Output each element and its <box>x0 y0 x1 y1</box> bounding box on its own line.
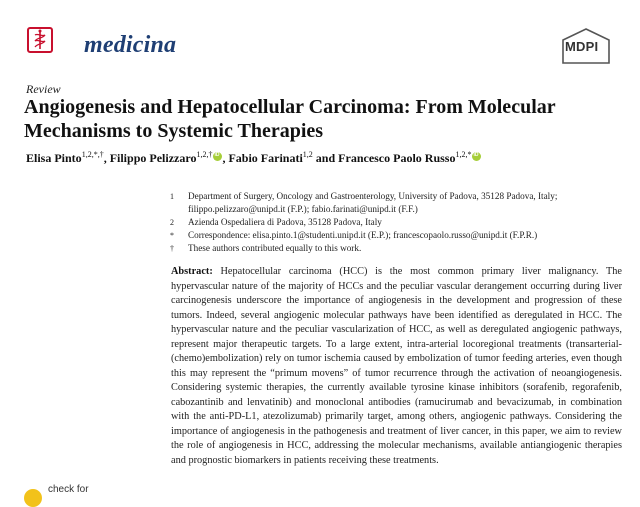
author-name[interactable]: Fabio Farinati <box>228 151 303 165</box>
author-separator: and <box>312 151 339 165</box>
affiliation-item <box>170 190 630 216</box>
affiliation-text: These authors contributed equally to this work. <box>188 243 362 253</box>
affiliation-mark: 1 <box>170 192 174 201</box>
affiliation-mark: * <box>170 231 174 240</box>
mdpi-logo-icon <box>562 28 610 64</box>
affiliation-item <box>170 229 630 242</box>
journal-name: medicina <box>84 32 177 58</box>
article-type: Review <box>26 82 61 96</box>
author-name[interactable]: Francesco Paolo Russo <box>338 151 456 165</box>
author-separator: , <box>222 151 229 165</box>
check-updates-label: check for <box>48 484 89 495</box>
author-list <box>26 150 626 166</box>
journal-logo-icon <box>26 26 54 54</box>
affiliation-mark: † <box>170 244 174 253</box>
affiliation-item <box>170 242 630 255</box>
abstract <box>171 265 622 468</box>
journal-header <box>24 18 624 68</box>
article-title: Angiogenesis and Hepatocellular Carcinoma: From Molecular Mechanisms to Systemic Therapies <box>24 96 556 142</box>
author-superscript: 1,2,† <box>196 150 213 159</box>
author-separator: , <box>103 151 110 165</box>
author-name[interactable]: Elisa Pinto <box>26 151 82 165</box>
author-superscript: 1,2,*,† <box>81 150 104 159</box>
abstract-label: Abstract: <box>171 266 213 277</box>
affiliation-mark: 2 <box>170 218 174 227</box>
affiliation-text: Azienda Ospedaliera di Padova, 35128 Padova, Italy <box>188 217 382 227</box>
affiliation-item <box>170 216 630 229</box>
orcid-icon[interactable] <box>472 152 481 161</box>
abstract-text: Hepatocellular carcinoma (HCC) is the most common primary liver malignancy. The hypervascular nature of the majority of HCCs and the peculiar vascular derangement occurring during liver carcinogenesis underscore the importance of angiogenesis in the development and progression of these tumors. Indeed, several angiogenic molecular pathways have been identified as deregulated in HCC. The hypervascular nature and the peculiar vascularization of HCC, as well as deregulated angiogenic pathways, represent major therapeutic targets. To a large extent, intra-arterial locoregional treatments (transarterial-(chemo)embolization) rely on tumor ischemia caused by embolization of tumor feeding arteries, even though this may represent the “primum movens” of tumor recurrence through the activation of neoangiogenesis. Considering systemic therapies, the currently available tyrosine kinase inhibitors (sorafenib, regorafenib, cabozantinib and lenvatinib) and monoclonal antibodies (ramucirumab and bevacizumab, in combination with the anti-PD-L1, atezolizumab) primarily target, among others, angiogenic pathways. Considering the importance of angiogenesis in the pathogenesis and treatment of liver cancer, in this paper, we aim to review the role of angiogenesis in HCC, addressing the molecular mechanisms, available antiangiogenic therapies and prognostic biomarkers in patients receiving these treatments. <box>171 266 622 466</box>
author-superscript: 1,2,* <box>455 150 472 159</box>
affiliations <box>170 190 630 255</box>
author-superscript: 1,2 <box>302 150 313 159</box>
author-name[interactable]: Filippo Pelizzaro <box>109 151 197 165</box>
check-for-updates-button[interactable] <box>24 484 144 500</box>
check-updates-icon <box>24 489 42 507</box>
affiliation-text: Correspondence: elisa.pinto.1@studenti.unipd.it (E.P.); francescopaolo.russo@unipd.it (F.P.R.) <box>188 230 538 240</box>
publisher-name: MDPI <box>565 39 599 54</box>
affiliation-text: Department of Surgery, Oncology and Gastroenterology, University of Padova, 35128 Padova, Italy; filippo.pelizzaro@unipd.it (F.P.); fabio.farinati@unipd.it (F.F.) <box>188 191 558 214</box>
